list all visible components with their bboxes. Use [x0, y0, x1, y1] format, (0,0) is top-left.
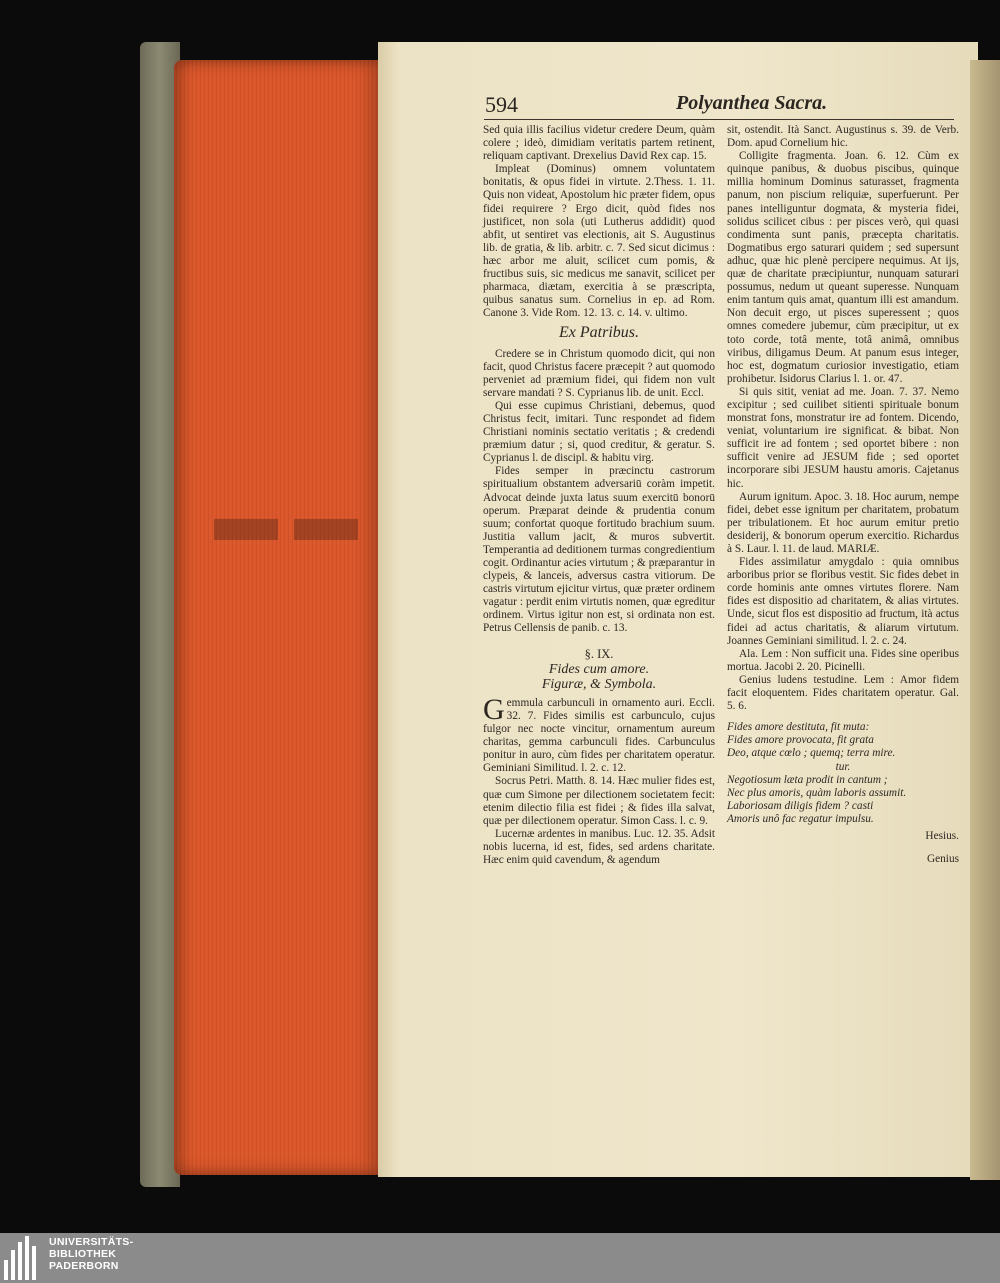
running-title: Polyanthea Sacra. — [676, 92, 828, 114]
footer-bar — [0, 1233, 1000, 1283]
section-subtitle: Figuræ, & Symbola. — [541, 676, 657, 692]
header-rule — [484, 119, 954, 120]
library-line: BIBLIOTHEK — [49, 1248, 117, 1260]
verse-line: tur. — [835, 760, 851, 773]
page-number: 594 — [485, 92, 518, 117]
right-column — [727, 124, 959, 866]
verse-line: Negotiosum læta prodit in cantum ; — [727, 773, 888, 786]
library-name — [49, 1236, 133, 1272]
paragraph: Qui esse cupimus Christiani, debemus, quod Christus fecit, imitari. Tunc respondet ad fidem Christiani nominis sectatio veritatis ; & credendi præmium datur ; si, quod creditur, & geratur. S. Cyprianus l. de discipl. & habitu virg. — [483, 399, 715, 465]
paragraph: Credere se in Christum quomodo dicit, qui non facit, quod Christus facere præcepit ? aut quomodo perveniet ad præmium fidei, qui fidem non vult servare mandati ? S. Cyprianus lib. de unit. Eccl. — [483, 347, 715, 399]
left-column — [483, 124, 715, 867]
next-page-edge — [970, 60, 1000, 1180]
paragraph: Colligite fragmenta. Joan. 6. 12. Cùm ex quinque panibus, & duobus piscibus, quinque millia hominum Dominus saturasset, fragmenta panum, non piscium reliquiæ, superfuerunt. Per panes intelliguntur dogmata, & mysteria fidei, solidus scilicet cibus : per pisces verò, qui quasi condimenta sunt panis, præcepta charitatis. Dogmatibus ergo saturari quidem ; sed supersunt adhuc, quæ hic plenè percipere nequimus. At ijs, quæ de charitate præcipiuntur, nunquam saturari possumus, nedum ut queant superesse. Nunquam enim tantum quis amat, quantum illi est amandum. Non decuit ergo, ut pisces superessent ; quos omnes comedere jubemur, cùm præcipitur, ut ex toto corde, totâ mente, totâ animâ, omnibus viribus, diligamus Deum. At panum esus integer, hoc est, dogmatum curiosior investigatio, etiam prohibetur. Isidorus Clarius l. 1. or. 47. — [727, 150, 959, 385]
paragraph: Lucernæ ardentes in manibus. Luc. 12. 35. Adsit nobis lucerna, id est, fides, sed ardens charitate. Hæc enim quid cavendum, & agendum — [483, 827, 715, 866]
verse-line: Fides amore destituta, fit muta: — [727, 721, 870, 734]
verse-line: Deo, atque cœlo ; quemq; terra mire. — [727, 747, 896, 760]
library-line: PADERBORN — [49, 1260, 119, 1272]
catchword: Genius — [926, 853, 959, 866]
paragraph: Impleat (Dominus) omnem voluntatem bonitatis, & opus fidei in virtute. 2.Thess. 1. 11. Quis non videat, Apostolum hic præter fidem, opus fidei requirere ? Ergo dicit, quòd fides nos justificet, non sola (uti Lutherus addidit) quod abfit, ut sentiret vas electionis, ait S. Augustinus lib. de gratia, & lib. arbitr. c. 7. Sed sicut dicimus : hæc arbor me aluit, scilicet cum pomis, & fructibus suis, sic medicus me sanavit, scilicet per pharmaca, diætam, exercitia à se præscripta, quibus sanatus sum. Cornelius in ep. ad Rom. Canone 3. Vide Rom. 12. 13. c. 14. v. ultimo. — [483, 163, 715, 320]
paragraph: Aurum ignitum. Apoc. 3. 18. Hoc aurum, nempe fidei, debet esse ignitum per charitatem, probatum per tribulationem. Et hoc aurum emitur pretio desiderij, & bonorum operum exercitio. Richardus à S. Laur. l. 11. de laud. MARIÆ. — [727, 490, 959, 555]
section-heading: Ex Patribus. — [559, 324, 639, 342]
paragraph: Ala. Lem : Non sufficit una. Fides sine operibus mortua. Jacobi 2. 20. Picinelli. — [727, 647, 959, 673]
verse-line: Nec plus amoris, quàm laboris assumit. — [727, 786, 907, 799]
bleed-through-marks: ▬ ▬ — [214, 477, 358, 556]
section-title: Fides cum amore. — [548, 661, 650, 677]
paragraph: Fides semper in præcinctu castrorum spiritualium obstantem adversariū coràm impetit. Advocat deinde juxta latus suum exercitū bonorū operum. Præparat deinde & prudentia conum suum; confortat quoque fortitudo brachium suum. Justitia vallum jacit, & muros subvertit. Temperantia ad deditionem turmas congredientium cogit. Ordinantur acies virtutum ; & præparantur in clypeis, & lanceis, adversus castra vitiorum. De castris virtutum ejicitur virtus, quæ præter ordinem vagatur : perdit enim virtutis nomen, quæ egreditur ordinem. Virtus igitur non est, si ordinata non est. Petrus Cellensis de panib. c. 13. — [483, 465, 715, 635]
verse-line: Amoris unô fac regatur impulsu. — [727, 812, 874, 825]
section-number: §. IX. — [584, 646, 614, 661]
paragraph: Socrus Petri. Matth. 8. 14. Hæc mulier fides est, quæ cum Simone per dilectionem societatem fecit: etenim dilectio filia est fidei ; & fides illa salvat, quæ per dilectionem operatur. Simon Cass. l. c. 9. — [483, 775, 715, 827]
paragraph: Genius ludens testudine. Lem : Amor fidem facit eloquentem. Fides charitatem operatur. Gal. 5. 6. — [727, 673, 959, 713]
page-edge-red — [174, 60, 384, 1175]
paragraph: Sed quia illis facilius videtur credere Deum, quàm colere ; ideò, dimidiam veritatis partem retinent, reliquam captivant. Drexelius David Rex cap. 15. — [483, 124, 715, 163]
verse-line: Laboriosam diligis fidem ? casti — [727, 799, 874, 812]
library-logo-icon — [4, 1236, 42, 1280]
paragraph: Fides assimilatur amygdalo : quia omnibus arboribus prior se floribus vestit. Sic fides debet in corde hominis ante omnes virtutes florere. Nam fides est dispositio ad charitatem, & alias virtutes. Unde, sicut flos est dispositio ad fructum, ità actus fidei ad actus charitatis, & aliarum virtutum. Joannes Geminiani similitud. l. 2. c. 24. — [727, 556, 959, 647]
paragraph: sit, ostendit. Ità Sanct. Augustinus s. 39. de Verb. Dom. apud Cornelium hic. — [727, 124, 959, 150]
paragraph: emmula carbunculi in ornamento auri. Eccli. 32. 7. Fides similis est carbunculo, cujus fulgor nec nocte vincitur, ornamentum aureum charitas, gemma carbunculi fides. Carbunculus ponitur in auro, cùm fides per charitatem operatur. Geminiani Similitud. l. 2. c. 12. — [483, 696, 715, 775]
signature: Hesius. — [925, 829, 959, 842]
library-line: UNIVERSITÄTS- — [49, 1236, 134, 1248]
drop-cap: G — [483, 692, 505, 726]
paragraph: Si quis sitit, veniat ad me. Joan. 7. 37. Nemo excipitur ; sed cuilibet sitienti spirituale bonum monstrat fons, monstratur ire ad fontem. Dicendo, veniat, voluntarium ire significat. & bibat. Non sufficit ire ad fontem ; sed oportet bibere : non sufficit venire ad JESUM fide ; sed oportet incorporare sibi JESUM haustu amoris. Cajetanus hic. — [727, 385, 959, 490]
verse-line: Fides amore provocata, fit grata — [727, 734, 874, 747]
